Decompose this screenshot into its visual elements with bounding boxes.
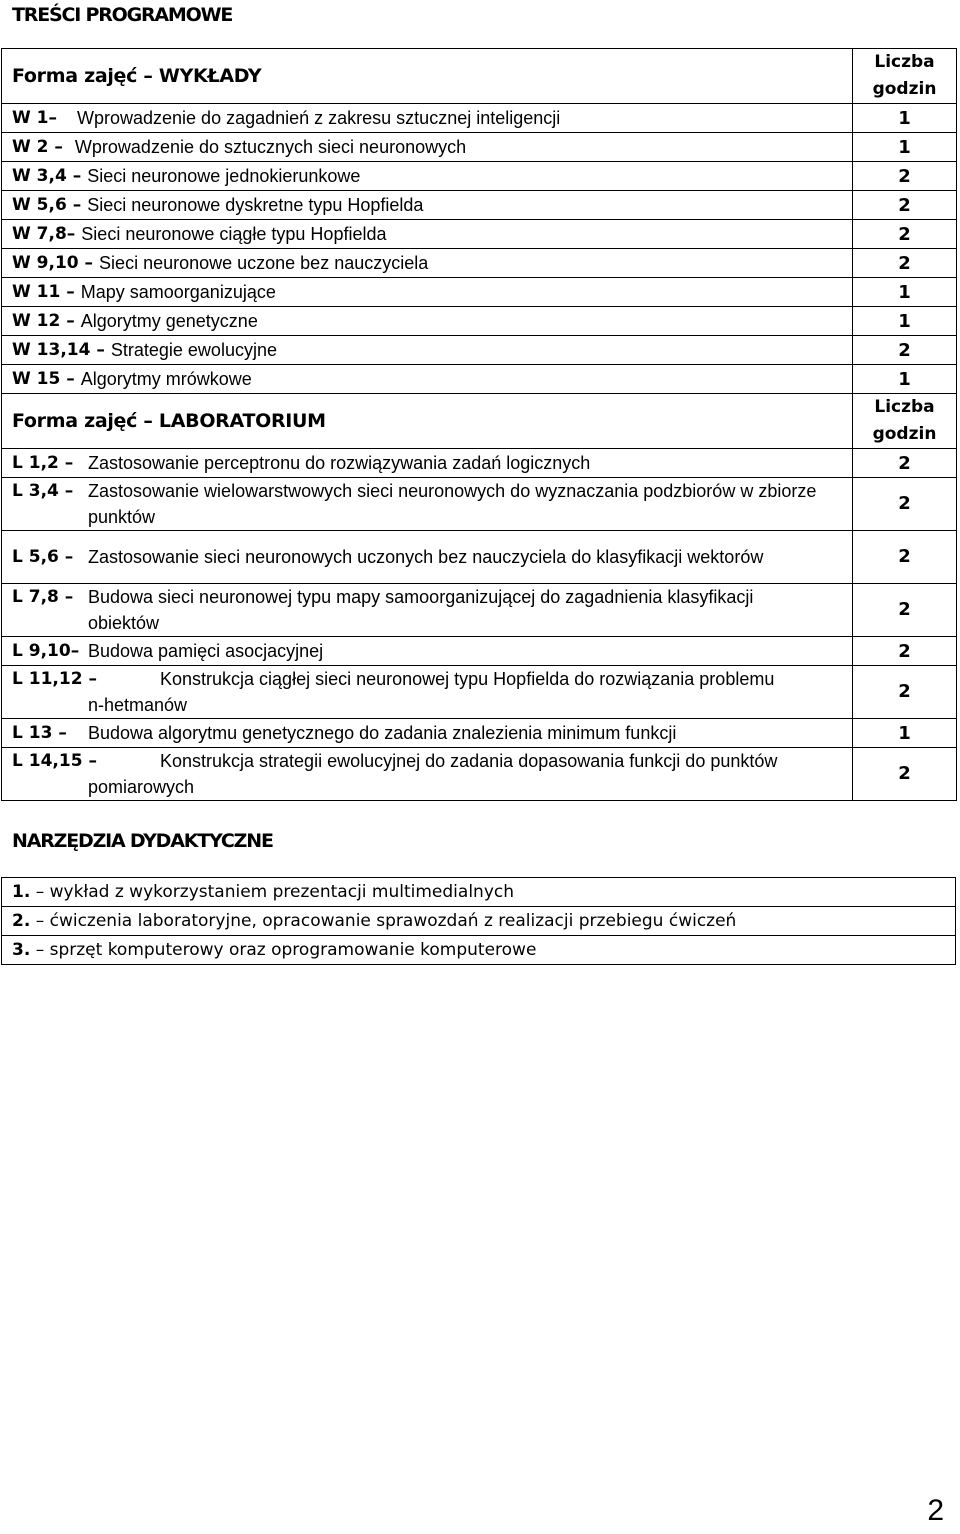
lecture-row [2,191,957,220]
lab-row [2,478,957,531]
hours-header-line2: godzin [872,424,937,444]
lab-topic: Zastosowanie sieci neuronowych uczonych bez nauczyciela do klasyfikacji wektorów [88,547,764,567]
lab-hours: 2 [853,748,957,801]
lecture-topic: Sieci neuronowe dyskretne typu Hopfielda [87,194,424,215]
tool-row [2,907,956,936]
lab-code: L 7,8 – [12,587,74,607]
lecture-hours: 2 [853,336,957,365]
labs-header-row [2,394,957,449]
lab-hours: 2 [853,637,957,666]
lab-topic: Zastosowanie wielowarstwowych sieci neuronowych do wyznaczania podzbiorów w zbiorze punktów [88,481,817,527]
lecture-hours: 1 [853,133,957,162]
hours-header-line2: godzin [872,79,937,99]
lecture-topic: Algorytmy mrówkowe [80,368,252,389]
lecture-topic: Sieci neuronowe uczone bez nauczyciela [99,252,429,273]
labs-hours-header [853,394,957,449]
tool-number: 3. [12,940,31,960]
lab-hours: 2 [853,449,957,478]
lab-code: L 9,10– [12,640,80,661]
lecture-hours: 1 [853,307,957,336]
section-heading-program: TREŚCI PROGRAMOWE [12,4,233,26]
lab-topic: Budowa pamięci asocjacyjnej [88,640,324,661]
tool-number: 2. [12,911,31,931]
hours-header-line1: Liczba [874,397,935,417]
lecture-topic: Strategie ewolucyjne [110,339,277,360]
lecture-code: W 5,6 – [12,194,82,215]
lecture-row [2,162,957,191]
lecture-code: W 7,8– [12,223,76,244]
lecture-topic: Wprowadzenie do zagadnień z zakresu sztucznej inteligencji [77,107,561,128]
lecture-hours: 2 [853,220,957,249]
lecture-code: W 1– [12,107,57,128]
lecture-code: W 2 – [12,136,63,157]
tool-text: – sprzęt komputerowy oraz oprogramowanie komputerowe [35,940,537,960]
lab-code: L 5,6 – [12,547,74,567]
lecture-code: W 9,10 – [12,252,94,273]
lab-topic: Zastosowanie perceptronu do rozwiązywania zadań logicznych [88,452,591,473]
lab-hours: 2 [853,666,957,719]
lecture-topic: Wprowadzenie do sztucznych sieci neuronowych [74,136,467,157]
tool-row [2,878,956,907]
lecture-row [2,133,957,162]
lectures-hours-header [853,49,957,104]
lecture-row [2,336,957,365]
lecture-hours: 1 [853,365,957,394]
hours-header-line1: Liczba [874,52,935,72]
lab-code: L 13 – [12,722,67,743]
labs-header: Forma zajęć – LABORATORIUM [2,394,853,449]
lecture-code: W 12 – [12,310,75,331]
lab-topic: Budowa sieci neuronowej typu mapy samoorganizującej do zagadnienia klasyfikacji obiektów [88,587,754,633]
lab-topic: Budowa algorytmu genetycznego do zadania znalezienia minimum funkcji [88,722,677,743]
lecture-hours: 2 [853,191,957,220]
lecture-row [2,104,957,133]
lab-code: L 3,4 – [12,481,74,501]
lecture-code: W 13,14 – [12,339,105,360]
section-heading-tools: NARZĘDZIA DYDAKTYCZNE [12,830,273,852]
lecture-hours: 1 [853,278,957,307]
lab-row [2,584,957,637]
tool-text: – wykład z wykorzystaniem prezentacji multimedialnych [35,882,515,902]
lectures-header: Forma zajęć – WYKŁADY [2,49,853,104]
lab-row [2,666,957,719]
lectures-header-row [2,49,957,104]
lab-topic: Konstrukcja strategii ewolucyjnej do zadania dopasowania funkcji do punktów pomiarowych [88,751,778,797]
lecture-hours: 1 [853,104,957,133]
lab-row [2,449,957,478]
lecture-row [2,307,957,336]
lecture-topic: Sieci neuronowe jednokierunkowe [87,165,361,186]
lab-topic: Konstrukcja ciągłej sieci neuronowej typu Hopfielda do rozwiązania problemu n-hetmanów [88,669,775,715]
lab-row [2,531,957,584]
lecture-topic: Algorytmy genetyczne [80,310,258,331]
tool-text: – ćwiczenia laboratoryjne, opracowanie sprawozdań z realizacji przebiegu ćwiczeń [35,911,737,931]
lecture-code: W 15 – [12,368,75,389]
lab-row [2,719,957,748]
lab-code: L 11,12 – [12,669,97,689]
lecture-hours: 2 [853,162,957,191]
lab-hours: 2 [853,478,957,531]
lecture-row [2,278,957,307]
lecture-row [2,249,957,278]
lab-row [2,748,957,801]
lecture-row [2,365,957,394]
lab-code: L 14,15 – [12,751,97,771]
lecture-row [2,220,957,249]
tools-table [1,877,956,965]
program-table [1,48,957,801]
lab-code: L 1,2 – [12,452,74,473]
page-number: 2 [927,1494,944,1527]
lecture-code: W 11 – [12,281,75,302]
lab-row [2,637,957,666]
lab-hours: 1 [853,719,957,748]
lecture-hours: 2 [853,249,957,278]
lab-hours: 2 [853,584,957,637]
tool-number: 1. [12,882,31,902]
lecture-topic: Sieci neuronowe ciągłe typu Hopfielda [81,223,387,244]
lecture-code: W 3,4 – [12,165,82,186]
tool-row [2,936,956,965]
lab-hours: 2 [853,531,957,584]
lecture-topic: Mapy samoorganizujące [80,281,276,302]
